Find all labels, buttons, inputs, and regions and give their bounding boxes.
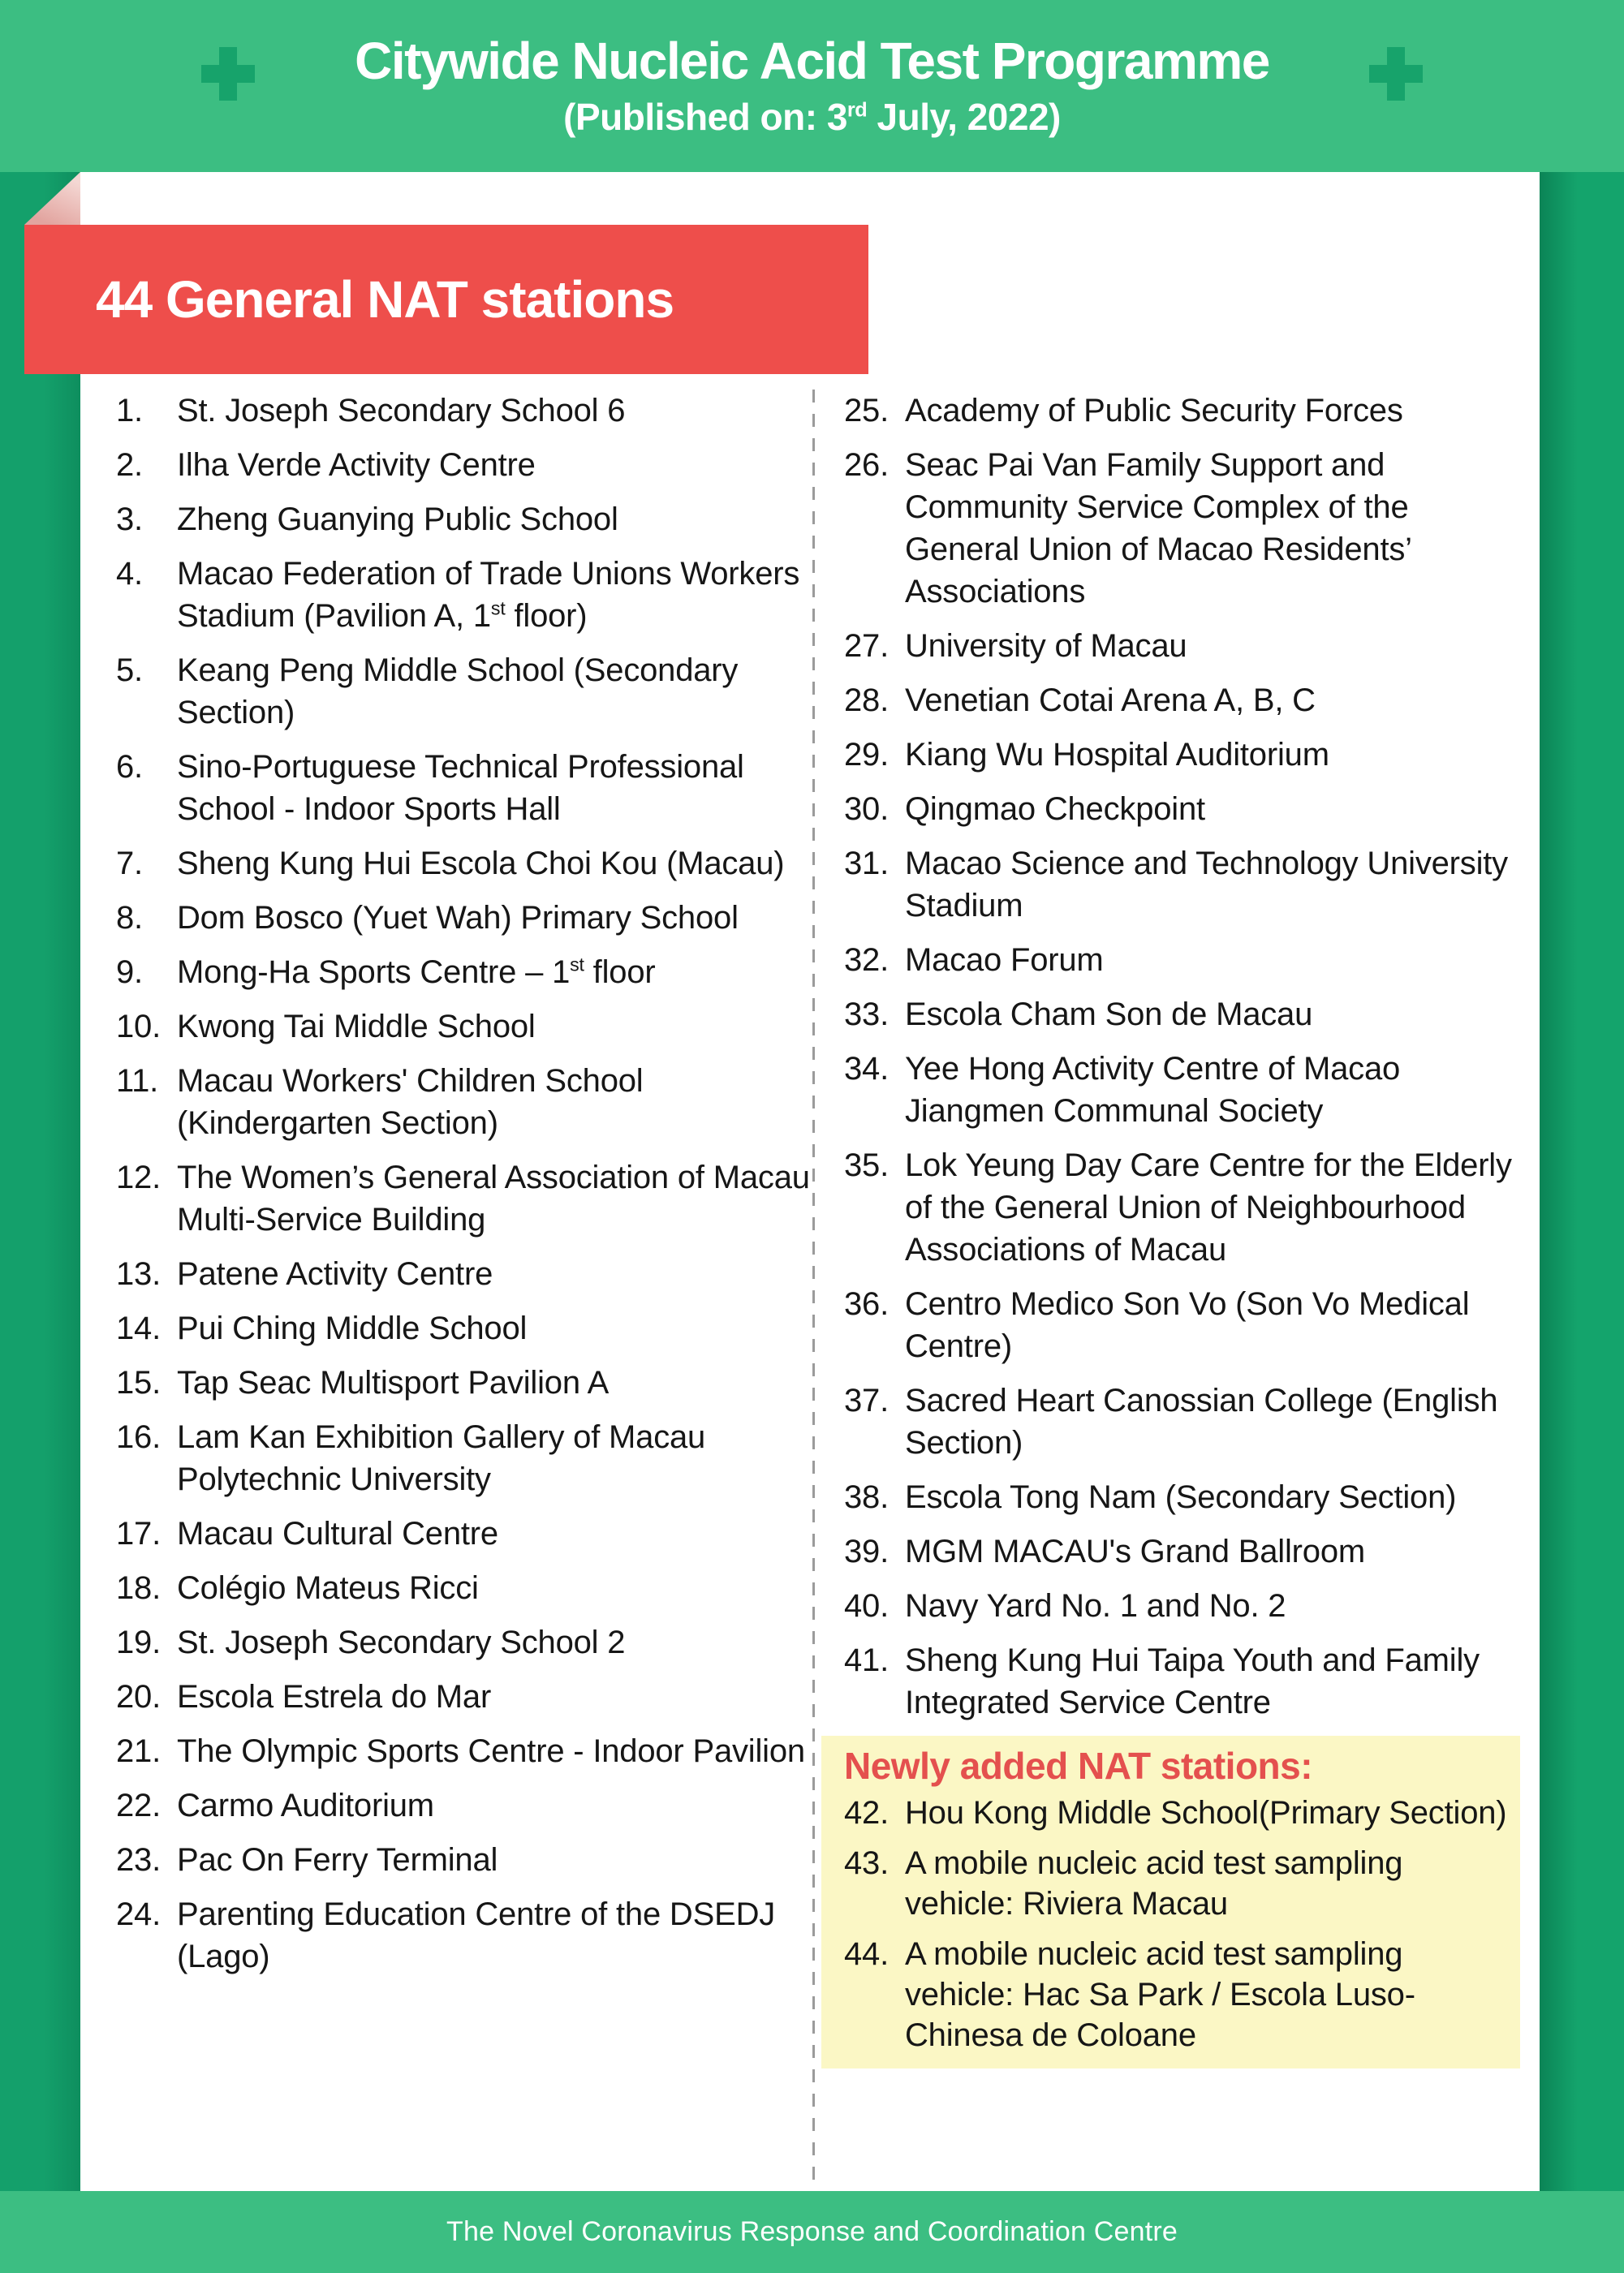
station-name: Macao Science and Technology University Stadium [905, 846, 1508, 923]
station-number: 40. [844, 1588, 890, 1624]
station-item [116, 1730, 824, 1772]
station-name: A mobile nucleic acid test sampling vehicle: Hac Sa Park / Escola Luso-Chinesa de Coloane [905, 1936, 1415, 2053]
station-number: 32. [844, 942, 890, 978]
station-number: 36. [844, 1286, 890, 1322]
station-number: 30. [844, 791, 890, 827]
station-name: Escola Estrela do Mar [177, 1679, 492, 1715]
footer [0, 2191, 1624, 2273]
station-item [116, 498, 824, 540]
banner-title: 44 General NAT stations [96, 270, 674, 329]
station-name: St. Joseph Secondary School 2 [177, 1625, 626, 1660]
station-number: 41. [844, 1642, 890, 1678]
station-item [116, 1156, 824, 1241]
station-name: Escola Tong Nam (Secondary Section) [905, 1479, 1457, 1515]
station-number: 19. [116, 1625, 162, 1660]
station-item [116, 842, 824, 885]
station-name: Seac Pai Van Family Support and Community Service Complex of the General Union of Macao Residents’ Associations [905, 447, 1411, 609]
station-name-segment: Mong-Ha Sports Centre – 1 [177, 954, 571, 990]
station-number: 11. [116, 1063, 159, 1099]
station-number: 27. [844, 628, 890, 664]
station-number: 25. [844, 393, 890, 428]
right-side-strip [1540, 172, 1624, 2191]
station-number: 6. [116, 749, 143, 785]
station-name: Sheng Kung Hui Taipa Youth and Family Integrated Service Centre [905, 1642, 1480, 1720]
station-item [844, 842, 1520, 927]
station-item [116, 1839, 824, 1881]
station-number: 12. [116, 1160, 162, 1195]
station-number: 16. [116, 1419, 162, 1455]
station-number: 14. [116, 1311, 162, 1346]
station-name: Pui Ching Middle School [177, 1311, 528, 1346]
station-name: Qingmao Checkpoint [905, 791, 1205, 827]
station-number: 31. [844, 846, 890, 881]
station-number: 8. [116, 900, 143, 936]
station-item [844, 1048, 1520, 1132]
stations-left-list [116, 390, 824, 1990]
page-title: Citywide Nucleic Acid Test Programme [355, 32, 1269, 90]
station-name: Ilha Verde Activity Centre [177, 447, 536, 483]
station-number: 33. [844, 997, 890, 1032]
station-number: 2. [116, 447, 143, 483]
station-name: Yee Hong Activity Centre of Macao Jiangmen Communal Society [905, 1051, 1401, 1129]
station-name-segment: Macao Federation of Trade Unions Workers Stadium (Pavilion A, 1 [177, 556, 800, 634]
station-item [844, 390, 1520, 432]
station-item [844, 1934, 1514, 2056]
station-name: Hou Kong Middle School(Primary Section) [905, 1795, 1507, 1831]
station-name: Carmo Auditorium [177, 1788, 434, 1823]
station-item [844, 1283, 1520, 1367]
station-number: 26. [844, 447, 890, 483]
station-name: University of Macau [905, 628, 1187, 664]
station-number: 10. [116, 1009, 162, 1044]
station-item [844, 1476, 1520, 1518]
station-name-segment: floor) [505, 598, 588, 634]
station-name [177, 951, 824, 993]
newly-added-heading: Newly added NAT stations: [844, 1745, 1313, 1787]
station-name: Tap Seac Multisport Pavilion A [177, 1365, 610, 1401]
station-item [116, 746, 824, 830]
station-item [844, 1585, 1520, 1627]
header [0, 0, 1624, 172]
station-number: 42. [844, 1795, 890, 1831]
station-item [844, 1380, 1520, 1464]
station-name: Patene Activity Centre [177, 1256, 493, 1292]
station-name: Pac On Ferry Terminal [177, 1842, 498, 1878]
publish-date-post: July, 2022) [867, 96, 1061, 138]
publish-date-ordinal: rd [846, 98, 868, 122]
medical-cross-icon [1369, 47, 1423, 101]
publish-date [563, 96, 1061, 138]
station-item [844, 444, 1520, 613]
station-item [116, 649, 824, 734]
station-name: Sino-Portuguese Technical Professional School - Indoor Sports Hall [177, 749, 744, 827]
station-item [844, 734, 1520, 776]
publish-date-pre: (Published on: 3 [563, 96, 847, 138]
station-name [177, 553, 824, 637]
station-item [116, 1253, 824, 1295]
station-item [116, 444, 824, 486]
station-name-segment: floor [584, 954, 656, 990]
newly-added-box [821, 1736, 1520, 2069]
station-number: 29. [844, 737, 890, 773]
station-item [116, 1513, 824, 1555]
station-name: Dom Bosco (Yuet Wah) Primary School [177, 900, 739, 936]
station-item [116, 1005, 824, 1048]
station-item [116, 1362, 824, 1404]
station-number: 18. [116, 1570, 162, 1606]
station-item [116, 1060, 824, 1144]
station-number: 35. [844, 1147, 890, 1183]
station-item [116, 1621, 824, 1664]
station-number: 39. [844, 1534, 890, 1569]
station-item [844, 679, 1520, 721]
station-item [116, 1676, 824, 1718]
station-item [116, 1567, 824, 1609]
station-item [116, 553, 824, 637]
station-name: Macau Workers' Children School (Kindergarten Section) [177, 1063, 644, 1141]
station-name: MGM MACAU's Grand Ballroom [905, 1534, 1365, 1569]
left-side-strip [0, 172, 80, 2191]
station-item [116, 1307, 824, 1350]
station-item [844, 1639, 1520, 1724]
station-name: Sacred Heart Canossian College (English Section) [905, 1383, 1498, 1461]
newly-added-list [844, 1793, 1514, 2056]
station-name: Lam Kan Exhibition Gallery of Macau Polytechnic University [177, 1419, 706, 1497]
station-name: A mobile nucleic acid test sampling vehicle: Riviera Macau [905, 1845, 1403, 1922]
station-item [844, 993, 1520, 1035]
station-name: Venetian Cotai Arena A, B, C [905, 682, 1316, 718]
station-item [116, 1784, 824, 1827]
station-name: Colégio Mateus Ricci [177, 1570, 479, 1606]
station-name: Lok Yeung Day Care Centre for the Elderly of the General Union of Neighbourhood Associations of Macau [905, 1147, 1512, 1268]
station-name: Zheng Guanying Public School [177, 502, 618, 537]
station-item [844, 1843, 1514, 1924]
station-number: 37. [844, 1383, 890, 1418]
station-item [116, 1893, 824, 1978]
stations-right-list [844, 390, 1520, 1724]
station-name: Sheng Kung Hui Escola Choi Kou (Macau) [177, 846, 785, 881]
station-item [116, 897, 824, 939]
station-item [844, 1144, 1520, 1271]
station-item [844, 1793, 1514, 1833]
station-name: Escola Cham Son de Macau [905, 997, 1313, 1032]
footer-text: The Novel Coronavirus Response and Coordination Centre [446, 2216, 1178, 2247]
station-number: 43. [844, 1845, 890, 1881]
ribbon-banner [24, 225, 868, 374]
station-name: St. Joseph Secondary School 6 [177, 393, 626, 428]
station-item [844, 1530, 1520, 1573]
station-name: Kwong Tai Middle School [177, 1009, 536, 1044]
station-number: 44. [844, 1936, 890, 1972]
station-number: 20. [116, 1679, 162, 1715]
station-name: The Women’s General Association of Macau Multi-Service Building [177, 1160, 810, 1238]
station-number: 21. [116, 1733, 162, 1769]
station-item [116, 951, 824, 993]
station-name: Macao Forum [905, 942, 1104, 978]
station-number: 9. [116, 954, 143, 990]
station-name: The Olympic Sports Centre - Indoor Pavilion [177, 1733, 805, 1769]
station-number: 7. [116, 846, 143, 881]
station-item [844, 788, 1520, 830]
station-number: 1. [116, 393, 143, 428]
medical-cross-icon [201, 47, 255, 101]
station-name-superscript: st [490, 597, 506, 619]
station-item [844, 939, 1520, 981]
station-number: 15. [116, 1365, 162, 1401]
station-item [844, 625, 1520, 667]
station-name-superscript: st [570, 954, 584, 975]
station-number: 13. [116, 1256, 162, 1292]
stations-right-column [844, 390, 1520, 2069]
station-number: 3. [116, 502, 143, 537]
station-number: 34. [844, 1051, 890, 1087]
station-item [116, 1416, 824, 1500]
station-name: Keang Peng Middle School (Secondary Section) [177, 652, 739, 730]
station-number: 5. [116, 652, 143, 688]
station-number: 38. [844, 1479, 890, 1515]
station-number: 24. [116, 1896, 162, 1932]
station-name: Navy Yard No. 1 and No. 2 [905, 1588, 1286, 1624]
station-number: 17. [116, 1516, 162, 1552]
station-number: 23. [116, 1842, 162, 1878]
station-number: 22. [116, 1788, 162, 1823]
station-name: Centro Medico Son Vo (Son Vo Medical Centre) [905, 1286, 1470, 1364]
station-name: Parenting Education Centre of the DSEDJ (Lago) [177, 1896, 776, 1974]
station-number: 4. [116, 556, 143, 592]
station-name: Academy of Public Security Forces [905, 393, 1403, 428]
station-name: Kiang Wu Hospital Auditorium [905, 737, 1329, 773]
station-item [116, 390, 824, 432]
station-number: 28. [844, 682, 890, 718]
station-name: Macau Cultural Centre [177, 1516, 498, 1552]
